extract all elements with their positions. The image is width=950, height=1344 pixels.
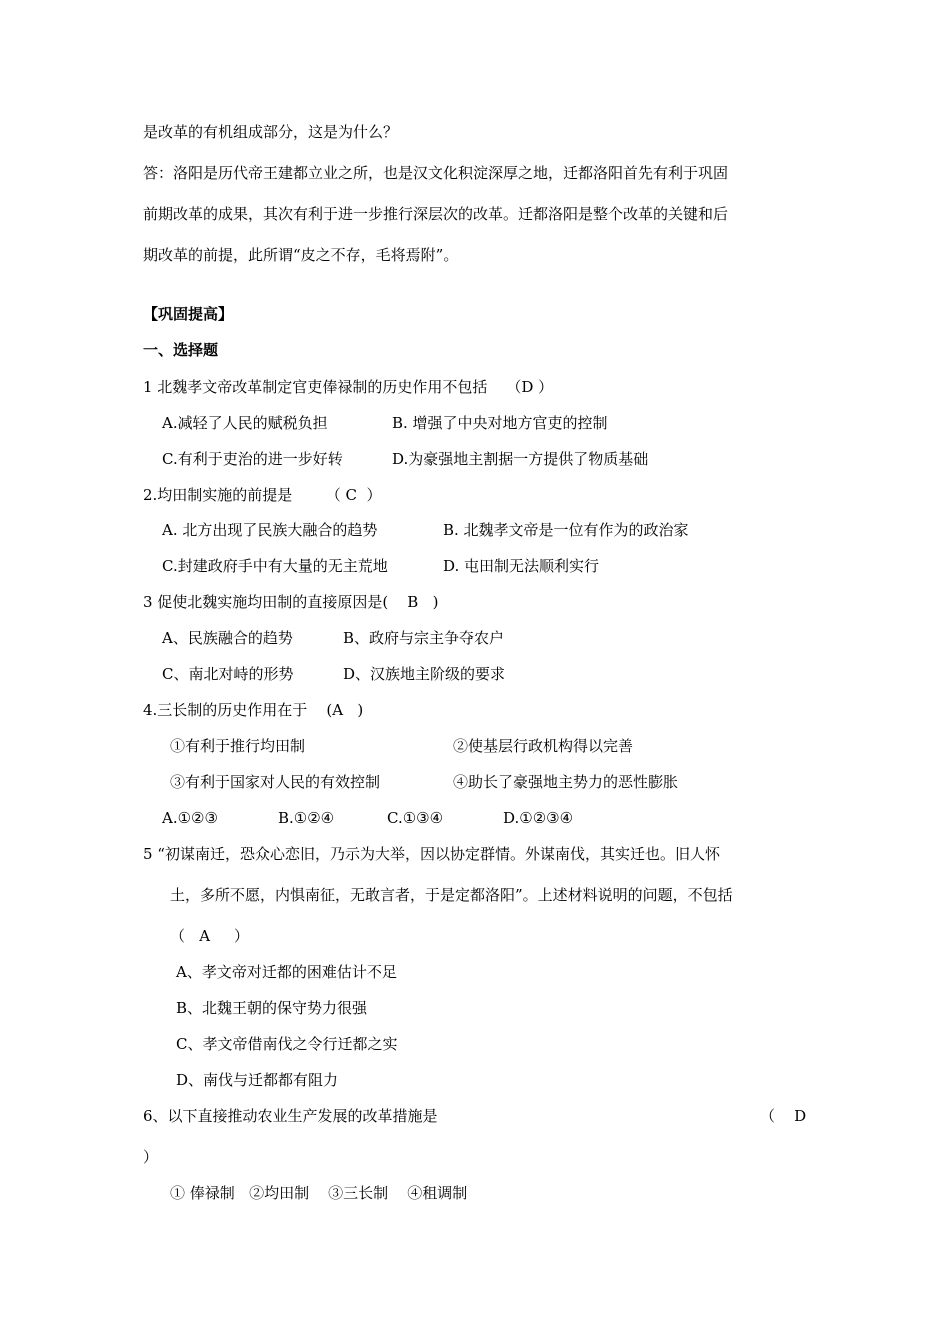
question-1-stem: 1 北魏孝文帝改革制定官吏俸禄制的历史作用不包括 （D ） (143, 378, 554, 396)
question-4-item-2: ②使基层行政机构得以完善 (453, 737, 634, 755)
question-5-stem-line-1: 5 “初谋南迁，恐众心恋旧，乃示为大举，因以协定群情。外谋南伐，其实迁也。旧人怀 (143, 845, 720, 863)
question-3-option-a: A、民族融合的趋势 (162, 629, 293, 647)
question-6-answer-open: （ D (760, 1107, 807, 1125)
question-4-option-b: B.①②④ (278, 809, 335, 827)
question-4-item-3: ③有利于国家对人民的有效控制 (170, 773, 381, 791)
question-2-option-c: C.封建政府手中有大量的无主荒地 (162, 557, 388, 575)
question-tail: 是改革的有机组成部分，这是为什么？ (143, 123, 399, 141)
question-1-option-d: D.为豪强地主割据一方提供了物质基础 (392, 450, 649, 468)
question-3-stem: 3 促使北魏实施均田制的直接原因是( B ) (143, 593, 439, 611)
question-1-option-b: B. 增强了中央对地方官吏的控制 (392, 414, 608, 432)
question-2-stem: 2.均田制实施的前提是 （ C ） (143, 486, 382, 504)
question-6-items: ① 俸禄制 ②均田制 ③三长制 ④租调制 (170, 1184, 468, 1202)
question-1-option-c: C.有利于吏治的进一步好转 (162, 450, 343, 468)
question-5-stem-line-2: 土，多所不愿，内惧南征，无敢言者，于是定都洛阳”。上述材料说明的问题，不包括 (170, 886, 733, 904)
subsection-title: 一、选择题 (143, 341, 219, 359)
question-4-option-c: C.①③④ (387, 809, 444, 827)
question-4-stem: 4.三长制的历史作用在于 (A ) (143, 701, 364, 719)
question-5-answer: （ A ） (170, 927, 249, 945)
answer-line-1: 答：洛阳是历代帝王建都立业之所，也是汉文化积淀深厚之地，迁都洛阳首先有利于巩固 (143, 164, 729, 182)
question-5-option-c: C、孝文帝借南伐之令行迁都之实 (176, 1035, 398, 1053)
question-4-item-4: ④助长了豪强地主势力的恶性膨胀 (453, 773, 679, 791)
question-2-option-b: B. 北魏孝文帝是一位有作为的政治家 (443, 521, 689, 539)
section-title: 【巩固提高】 (143, 305, 234, 323)
question-3-option-b: B、政府与宗主争夺农户 (343, 629, 505, 647)
question-1-option-a: A.减轻了人民的赋税负担 (162, 414, 328, 432)
question-5-option-d: D、南伐与迁都都有阻力 (176, 1071, 339, 1089)
question-3-option-d: D、汉族地主阶级的要求 (343, 665, 506, 683)
answer-line-3: 期改革的前提，此所谓“皮之不存，毛将焉附”。 (143, 246, 459, 264)
question-2-option-d: D. 屯田制无法顺利实行 (443, 557, 600, 575)
question-3-option-c: C、南北对峙的形势 (162, 665, 294, 683)
question-5-option-b: B、北魏王朝的保守势力很强 (176, 999, 368, 1017)
answer-line-2: 前期改革的成果，其次有利于进一步推行深层次的改革。迁都洛阳是整个改革的关键和后 (143, 205, 729, 223)
question-4-option-d: D.①②③④ (503, 809, 574, 827)
question-4-item-1: ①有利于推行均田制 (170, 737, 306, 755)
question-6-stem: 6、以下直接推动农业生产发展的改革措施是 (143, 1107, 438, 1125)
question-5-option-a: A、孝文帝对迁都的困难估计不足 (176, 963, 397, 981)
question-6-answer-close: ） (143, 1148, 159, 1166)
question-4-option-a: A.①②③ (162, 809, 218, 827)
question-2-option-a: A. 北方出现了民族大融合的趋势 (162, 521, 378, 539)
